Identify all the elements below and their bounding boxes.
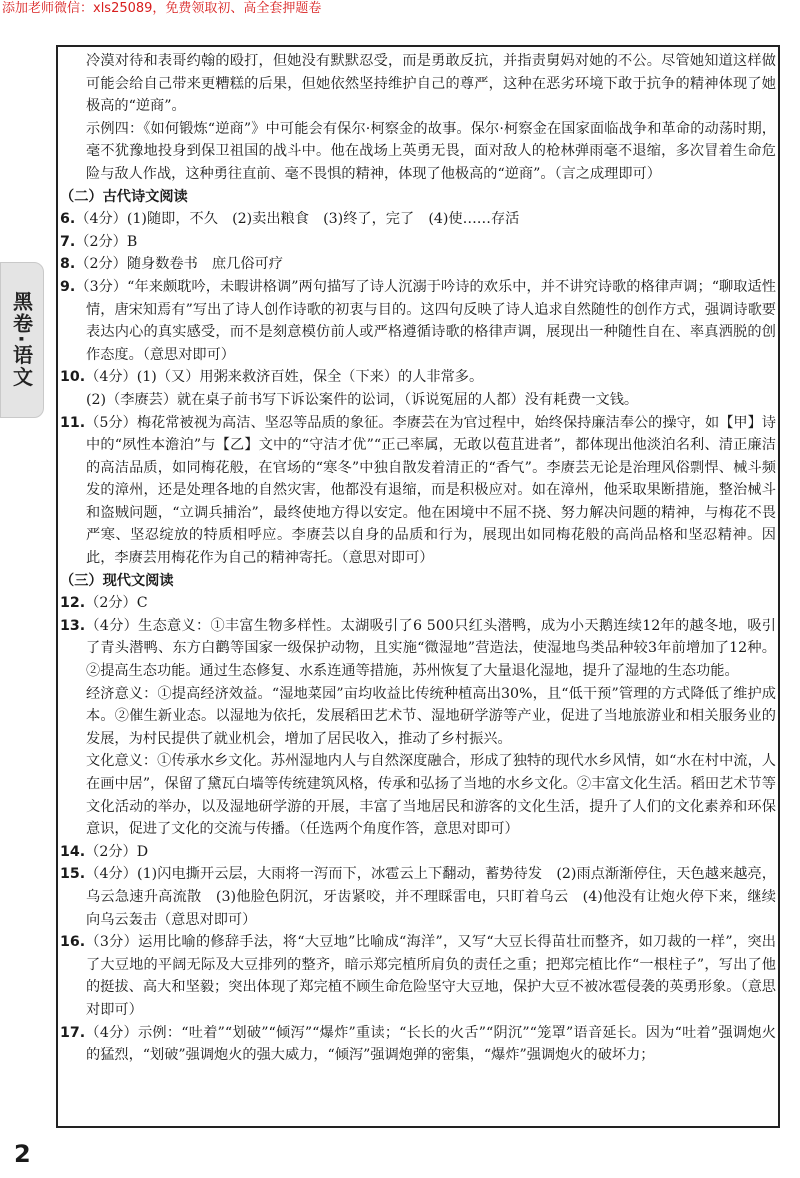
section-heading-modern: （三）现代文阅读 (60, 572, 174, 589)
answer-7: 7.（2分）B (60, 233, 138, 250)
answer-14: 14.（2分）D (60, 843, 149, 860)
answer-16: 16.（3分）运用比喻的修辞手法，将“大豆地”比喻成“海洋”，又写“大豆长得苗壮而整齐，如刀裁的一样”，突出了大豆地的平阔无际及大豆排列的整齐，暗示郑完植所肩负的责任之重；把郑完植比作“一根柱子”，写出了他的挺拔、高大和坚毅；突出体现了郑完植不顾生命危险坚守大豆地，保护大豆不被冰雹侵袭的英勇形象。（意思对即可） (60, 934, 776, 1018)
question-number: 17. (60, 1024, 86, 1041)
question-number: 6. (60, 211, 76, 228)
answer-13: 13.（4分）生态意义：①丰富生物多样性。太湖吸引了6 500只红头潜鸭，成为小天鹅连续12年的越冬地，吸引了青头潜鸭、东方白鹳等国家一级保护动物，且实施“微湿地”营造法，使湿地鸟类品种较3年前增加了12种。②提高生态功能。通过生态修复、水系连通等措施，苏州恢复了大量退化湿地，提升了湿地的生态功能。 (60, 617, 776, 680)
question-number: 7. (60, 233, 76, 250)
question-number: 15. (60, 866, 86, 883)
answer-11: 11.（5分）梅花常被视为高洁、坚忍等品质的象征。李赓芸在为官过程中，始终保持廉洁奉公的操守，如【甲】诗中的“夙性本澹泊”与【乙】文中的“守洁才优”“正己率属，无敢以苞苴进者”，都体现出他淡泊名利、清正廉洁的高洁品质，如同梅花般，在官场的“寒冬”中独自散发着清正的“香气”。李赓芸无论是治理风俗剽悍、械斗频发的漳州，还是处理各地的自然灾害，他都没有退缩，而是积极应对。如在漳州，他采取果断措施，整治械斗和盗贼问题，“立调兵捕治”，最终使地方得以安定。他在困境中不屈不挠、努力解决问题的精神，与梅花不畏严寒、坚忍绽放的特质相呼应。李赓芸以自身的品质和行为，展现出如同梅花般的高尚品格和坚忍精神。因此，李赓芸用梅花作为自己的精神寄托。（意思对即可） (60, 414, 776, 567)
question-number: 11. (60, 414, 86, 431)
continuation-paragraph-1: 冷漠对待和表哥约翰的殴打，但她没有默默忍受，而是勇敢反抗，并指责舅妈对她的不公。尽管她知道这样做可能会给自己带来更糟糕的后果，但她依然坚持维护自己的尊严，这种在恶劣环境下敢于抗争的精神体现了她极高的“逆商”。 (86, 53, 776, 115)
answer-17: 17.（4分）示例：“吐着”“划破”“倾泻”“爆炸”重读；“长长的火舌”“阴沉”“笼罩”语音延长。因为“吐着”强调炮火的猛烈，“划破”强调炮火的强大威力，“倾泻”强调炮弹的密集，“爆炸”强调炮火的破坏力； (60, 1024, 776, 1064)
answer-10-part-2: (2)（李赓芸）就在桌子前书写下诉讼案件的讼词，（诉说冤屈的人都）没有耗费一文钱。 (86, 391, 639, 408)
question-number: 12. (60, 595, 86, 612)
answer-6: 6.（4分）(1)随即，不久 (2)卖出粮食 (3)终了，完了 (4)使……存活 (60, 211, 520, 228)
question-number: 14. (60, 843, 86, 860)
question-number: 8. (60, 256, 76, 273)
question-number: 16. (60, 934, 86, 951)
answer-content (60, 50, 776, 1067)
section-heading-ancient: （二）古代诗文阅读 (60, 188, 188, 205)
answer-10: 10.（4分）(1)（又）用粥来救济百姓，保全（下来）的人非常多。 (60, 369, 484, 386)
continuation-paragraph-2: 示例四：《如何锻炼“逆商”》中可能会有保尔·柯察金的故事。保尔·柯察金在国家面临战争和革命的动荡时期，毫不犹豫地投身到保卫祖国的战斗中。他在战场上英勇无畏，面对敌人的枪林弹雨毫不退缩，多次冒着生命危险与敌人作战，这种勇往直前、毫不畏惧的精神，体现了他极高的“逆商”。（言之成理即可） (86, 120, 776, 182)
answer-12: 12.（2分）C (60, 595, 148, 612)
page-number: 2 (14, 1140, 31, 1168)
answer-15: 15.（4分）(1)闪电撕开云层，大雨将一泻而下，冰雹云上下翻动，蓄势待发 (2)雨点渐渐停住，天色越来越亮，乌云急速升高流散 (3)他脸色阴沉，牙齿紧咬，并不理睬雷电，只盯着乌云 (4)他没有让炮火停下来，继续向乌云轰击（意思对即可） (60, 866, 776, 928)
question-number: 9. (60, 278, 76, 295)
question-number: 13. (60, 617, 86, 634)
answer-9: 9.（3分）“年来颇耽吟，未暇讲格调”两句描写了诗人沉溺于吟诗的欢乐中，并不讲究诗歌的格律声调；“聊取适性情，唐宋知焉有”写出了诗人创作诗歌的初衷与目的。这四句反映了诗人追求自然随性的创作方式，强调诗歌要表达内心的真实感受，而不是刻意模仿前人或严格遵循诗歌的格律声调，展现出一种随性自在、率真洒脱的创作态度。（意思对即可） (60, 278, 776, 363)
question-number: 10. (60, 369, 86, 386)
answer-8: 8.（2分）随身数卷书 庶几俗可疗 (60, 256, 283, 273)
answer-13-cultural: 文化意义：①传承水乡文化。苏州湿地内人与自然深度融合，形成了独特的现代水乡风情，如“水在村中流，人在画中居”，保留了黛瓦白墙等传统建筑风格，传承和弘扬了当地的水乡文化。②丰富文化生活。稻田艺术节等文化活动的举办，以及湿地研学游的开展，丰富了当地居民和游客的文化生活，提升了人们的文化素养和环保意识，促进了文化的交流与传播。（任选两个角度作答，意思对即可） (86, 753, 776, 838)
subject-side-tab (0, 262, 44, 418)
watermark-text: 添加老师微信：xls25089，免费领取初、高全套押题卷 (2, 1, 322, 16)
side-tab-label: 黑卷·语文 (9, 291, 34, 389)
answer-13-economic: 经济意义：①提高经济效益。“湿地菜园”亩均收益比传统种植高出30%，且“低干预”管理的方式降低了维护成本。②催生新业态。以湿地为依托，发展稻田艺术节、湿地研学游等产业，促进了当地旅游业和相关服务业的发展，为村民提供了就业机会，增加了居民收入，推动了乡村振兴。 (86, 685, 776, 747)
